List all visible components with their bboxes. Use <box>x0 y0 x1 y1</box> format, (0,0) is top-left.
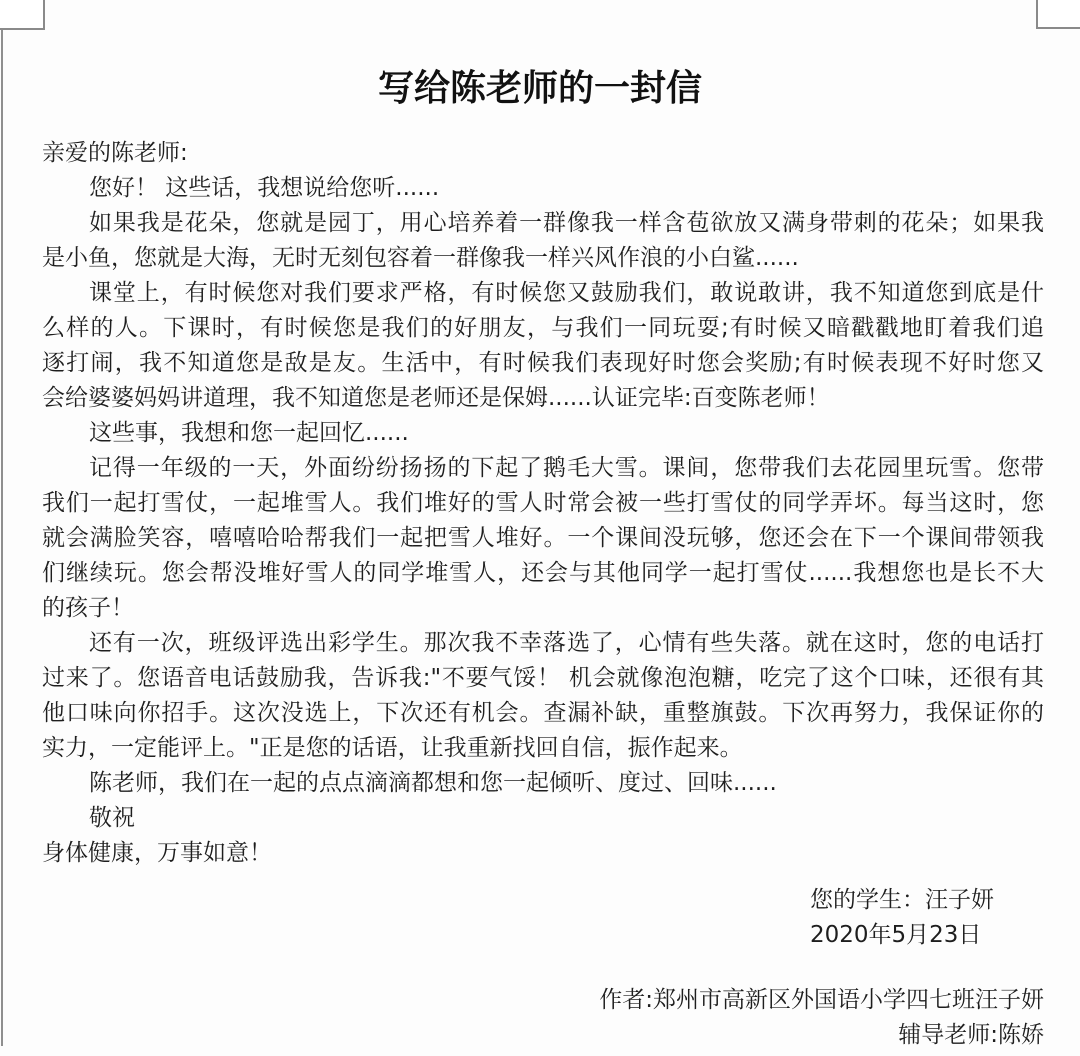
body-line: 如果我是花朵，您就是园丁，用心培养着一群像我一样含苞欲放又满身带刺的花朵；如果我 <box>89 210 1044 236</box>
scan-corner-mark-top-right <box>1036 0 1080 29</box>
footer-block <box>42 983 1044 1053</box>
body-line: 是小鱼，您就是大海，无时无刻包容着一群像我一样兴风作浪的小白鲨...... <box>42 245 799 271</box>
salutation: 亲爱的陈老师: <box>42 140 188 166</box>
body-line: 敬祝 <box>89 805 135 831</box>
scan-corner-mark-top-left <box>0 0 45 30</box>
body-line: 身体健康，万事如意！ <box>42 840 272 866</box>
body-line: 们继续玩。您会帮没堆好雪人的同学堆雪人，还会与其他同学一起打雪仗......我想您也是长不大 <box>42 560 1044 586</box>
letter-body <box>0 136 1080 1053</box>
body-line: 课堂上，有时候您对我们要求严格，有时候您又鼓励我们，敢说敢讲，我不知道您到底是什 <box>89 280 1044 306</box>
body-line: 您好！ 这些话，我想说给您听...... <box>89 175 440 201</box>
body-line: 的孩子！ <box>42 595 134 621</box>
body-line: 他口味向你招手。这次没选上，下次还有机会。查漏补缺，重整旗鼓。下次再努力，我保证你的 <box>42 700 1044 726</box>
signature-student: 您的学生：汪子妍 <box>810 887 994 913</box>
body-line: 这些事，我想和您一起回忆...... <box>89 420 409 446</box>
body-line: 逐打闹，我不知道您是敌是友。生活中，有时候我们表现好时您会奖励;有时候表现不好时您又 <box>42 350 1044 376</box>
body-line: 我们一起打雪仗，一起堆雪人。我们堆好的雪人时常会被一些打雪仗的同学弄坏。每当这时，您 <box>42 490 1044 516</box>
body-line: 陈老师，我们在一起的点点滴滴都想和您一起倾听、度过、回味...... <box>89 770 777 796</box>
signature-block <box>42 883 1044 953</box>
signature-date: 2020年5月23日 <box>810 922 982 948</box>
body-line: 实力，一定能评上。"正是您的话语，让我重新找回自信，振作起来。 <box>42 735 743 761</box>
body-line: 么样的人。下课时，有时候您是我们的好朋友，与我们一同玩耍;有时候又暗戳戳地盯着我们追 <box>42 315 1044 341</box>
body-line: 还有一次，班级评选出彩学生。那次我不幸落选了，心情有些失落。就在这时，您的电话打 <box>89 630 1044 656</box>
body-line: 就会满脸笑容，嘻嘻哈哈帮我们一起把雪人堆好。一个课间没玩够，您还会在下一个课间带领我 <box>42 525 1044 551</box>
letter-paragraph-lines <box>42 171 1044 871</box>
footer-tutor: 辅导老师:陈娇 <box>898 1022 1044 1048</box>
footer-author: 作者:郑州市高新区外国语小学四七班汪子妍 <box>599 987 1044 1013</box>
body-line: 过来了。您语音电话鼓励我，告诉我:"不要气馁！ 机会就像泡泡糖，吃完了这个口味，还很有其 <box>42 665 1044 691</box>
letter-title: 写给陈老师的一封信 <box>377 68 702 109</box>
body-line: 会给婆婆妈妈讲道理，我不知道您是老师还是保姆......认证完毕:百变陈老师！ <box>42 385 830 411</box>
body-line: 记得一年级的一天，外面纷纷扬扬的下起了鹅毛大雪。课间，您带我们去花园里玩雪。您带 <box>89 455 1044 481</box>
